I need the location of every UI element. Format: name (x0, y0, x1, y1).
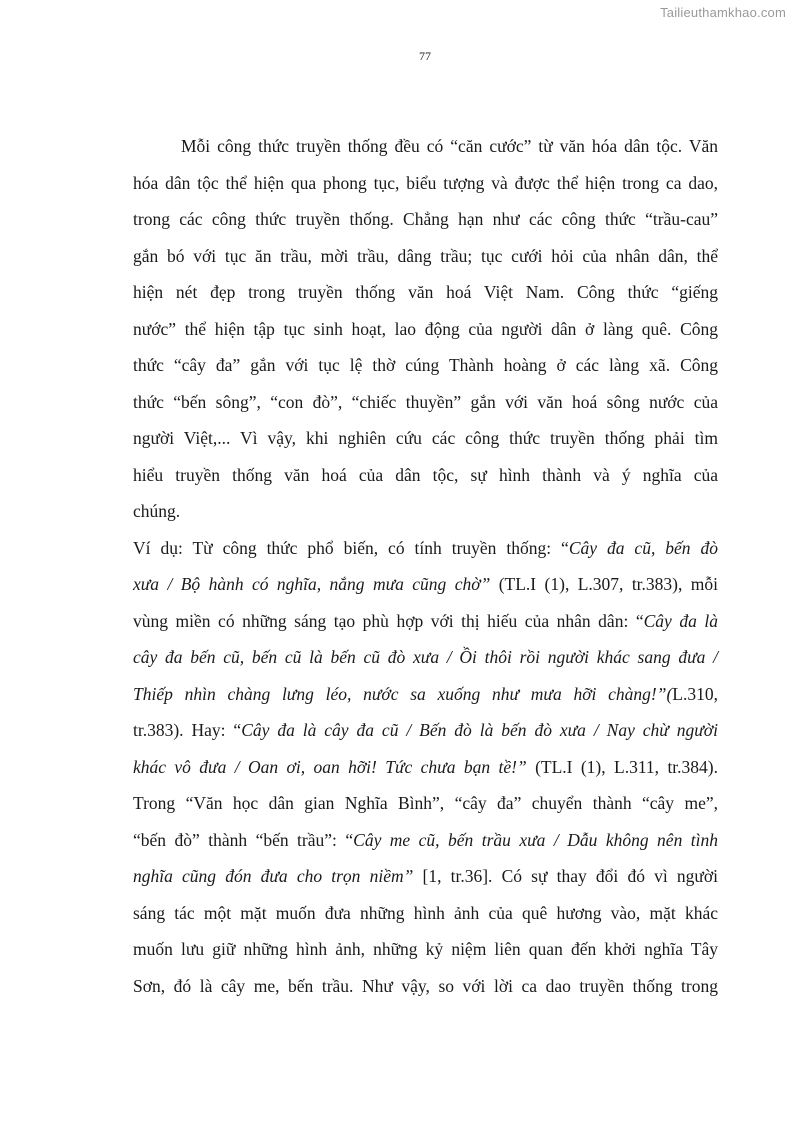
paragraph-line: vùng miền có những sáng tạo phù hợp với thị hiếu của nhân dân: “Cây đa là (133, 610, 718, 631)
paragraph-line: nước” thể hiện tập tục sinh hoạt, lao động của người dân ở làng quê. Công (133, 318, 718, 339)
quote-italic: khác vô đưa / Oan ơi, oan hỡi! Tức chưa bạn tề!” (133, 756, 527, 777)
paragraph-line: sáng tác một mặt muốn đưa những hình ảnh của quê hương vào, mặt khác (133, 902, 718, 923)
quote-italic: xưa / Bộ hành có nghĩa, nắng mưa cũng chờ” (133, 574, 491, 594)
paragraph-line (133, 639, 718, 676)
paragraph-line: muốn lưu giữ những hình ảnh, những kỷ niệm liên quan đến khởi nghĩa Tây (133, 939, 718, 959)
paragraph-line: Sơn, đó là cây me, bến trầu. Như vậy, so với lời ca dao truyền thống trong (133, 975, 718, 996)
paragraph-1 (133, 128, 718, 530)
paragraph-line: trong các công thức truyền thống. Chẳng hạn như các công thức “trầu-cau” (133, 209, 718, 229)
page-number: 77 (419, 49, 431, 63)
paragraph-line: “bến đò” thành “bến trầu”: “Cây me cũ, bến trầu xưa / Dẫu không nên tình (133, 829, 719, 850)
paragraph-line: hiện nét đẹp trong truyền thống văn hoá Việt Nam. Công thức “giếng (133, 282, 718, 302)
paragraph-2 (133, 530, 718, 1005)
paragraph-line: tr.383). Hay: “Cây đa là cây đa cũ / Bến đò là bến đò xưa / Nay chừ người (133, 720, 718, 740)
paragraph-line: hóa dân tộc thể hiện qua phong tục, biểu tượng và được thể hiện trong ca dao, (133, 172, 718, 193)
paragraph-line: chúng. (133, 501, 181, 521)
paragraph-line: hiểu truyền thống văn hoá của dân tộc, sự hình thành và ý nghĩa của (133, 464, 718, 485)
quote-italic: Cây đa cũ, bến đò (568, 537, 719, 558)
paragraph-line: xưa / Bộ hành có nghĩa, nắng mưa cũng chờ” (TL.I (1), L.307, tr.383), mỗi (133, 574, 718, 594)
quote-italic: Cây me cũ, bến trầu xưa / Dẫu không nên tình (353, 829, 719, 850)
paragraph-line: thức “cây đa” gắn với tục lệ thờ cúng Thành hoàng ở các làng xã. Công (133, 355, 718, 375)
document-body (133, 128, 718, 1004)
quote-italic: Cây đa là cây đa cũ / Bến đò là bến đò xưa / Nay chừ người (241, 720, 718, 740)
quote-italic: cây đa bến cũ, bến cũ là bến cũ đò xưa / Ồi thôi rồi người khác sang đưa / (133, 647, 718, 667)
paragraph-line: nghĩa cũng đón đưa cho trọn niềm” [1, tr.36]. Có sự thay đổi đó vì người (133, 866, 718, 886)
paragraph-line: khác vô đưa / Oan ơi, oan hỡi! Tức chưa bạn tề!” (TL.I (1), L.311, tr.384). (133, 756, 718, 777)
paragraph-line: người Việt,... Vì vậy, khi nghiên cứu các công thức truyền thống phải tìm (133, 428, 718, 448)
paragraph-line: Trong “Văn học dân gian Nghĩa Bình”, “cây đa” chuyển thành “cây me”, (133, 793, 718, 813)
quote-italic: Cây đa là (643, 610, 718, 631)
watermark: Tailieuthamkhao.com (660, 5, 786, 20)
paragraph-line: thức “bến sông”, “con đò”, “chiếc thuyền” gắn với văn hoá sông nước của (133, 391, 718, 412)
paragraph-line: Mỗi công thức truyền thống đều có “căn cước” từ văn hóa dân tộc. Văn (181, 136, 718, 156)
paragraph-line: Thiếp nhìn chàng lưng léo, nước sa xuống như mưa hỡi chàng!”(L.310, (133, 683, 718, 704)
quote-italic: Thiếp nhìn chàng lưng léo, nước sa xuống như mưa hỡi chàng!”( (133, 683, 673, 704)
paragraph-line: gắn bó với tục ăn trầu, mời trầu, dâng trầu; tục cưới hỏi của nhân dân, thể (133, 245, 718, 266)
quote-italic: nghĩa cũng đón đưa cho trọn niềm” (133, 866, 414, 886)
paragraph-line: Ví dụ: Từ công thức phổ biến, có tính truyền thống: “Cây đa cũ, bến đò (133, 537, 719, 558)
